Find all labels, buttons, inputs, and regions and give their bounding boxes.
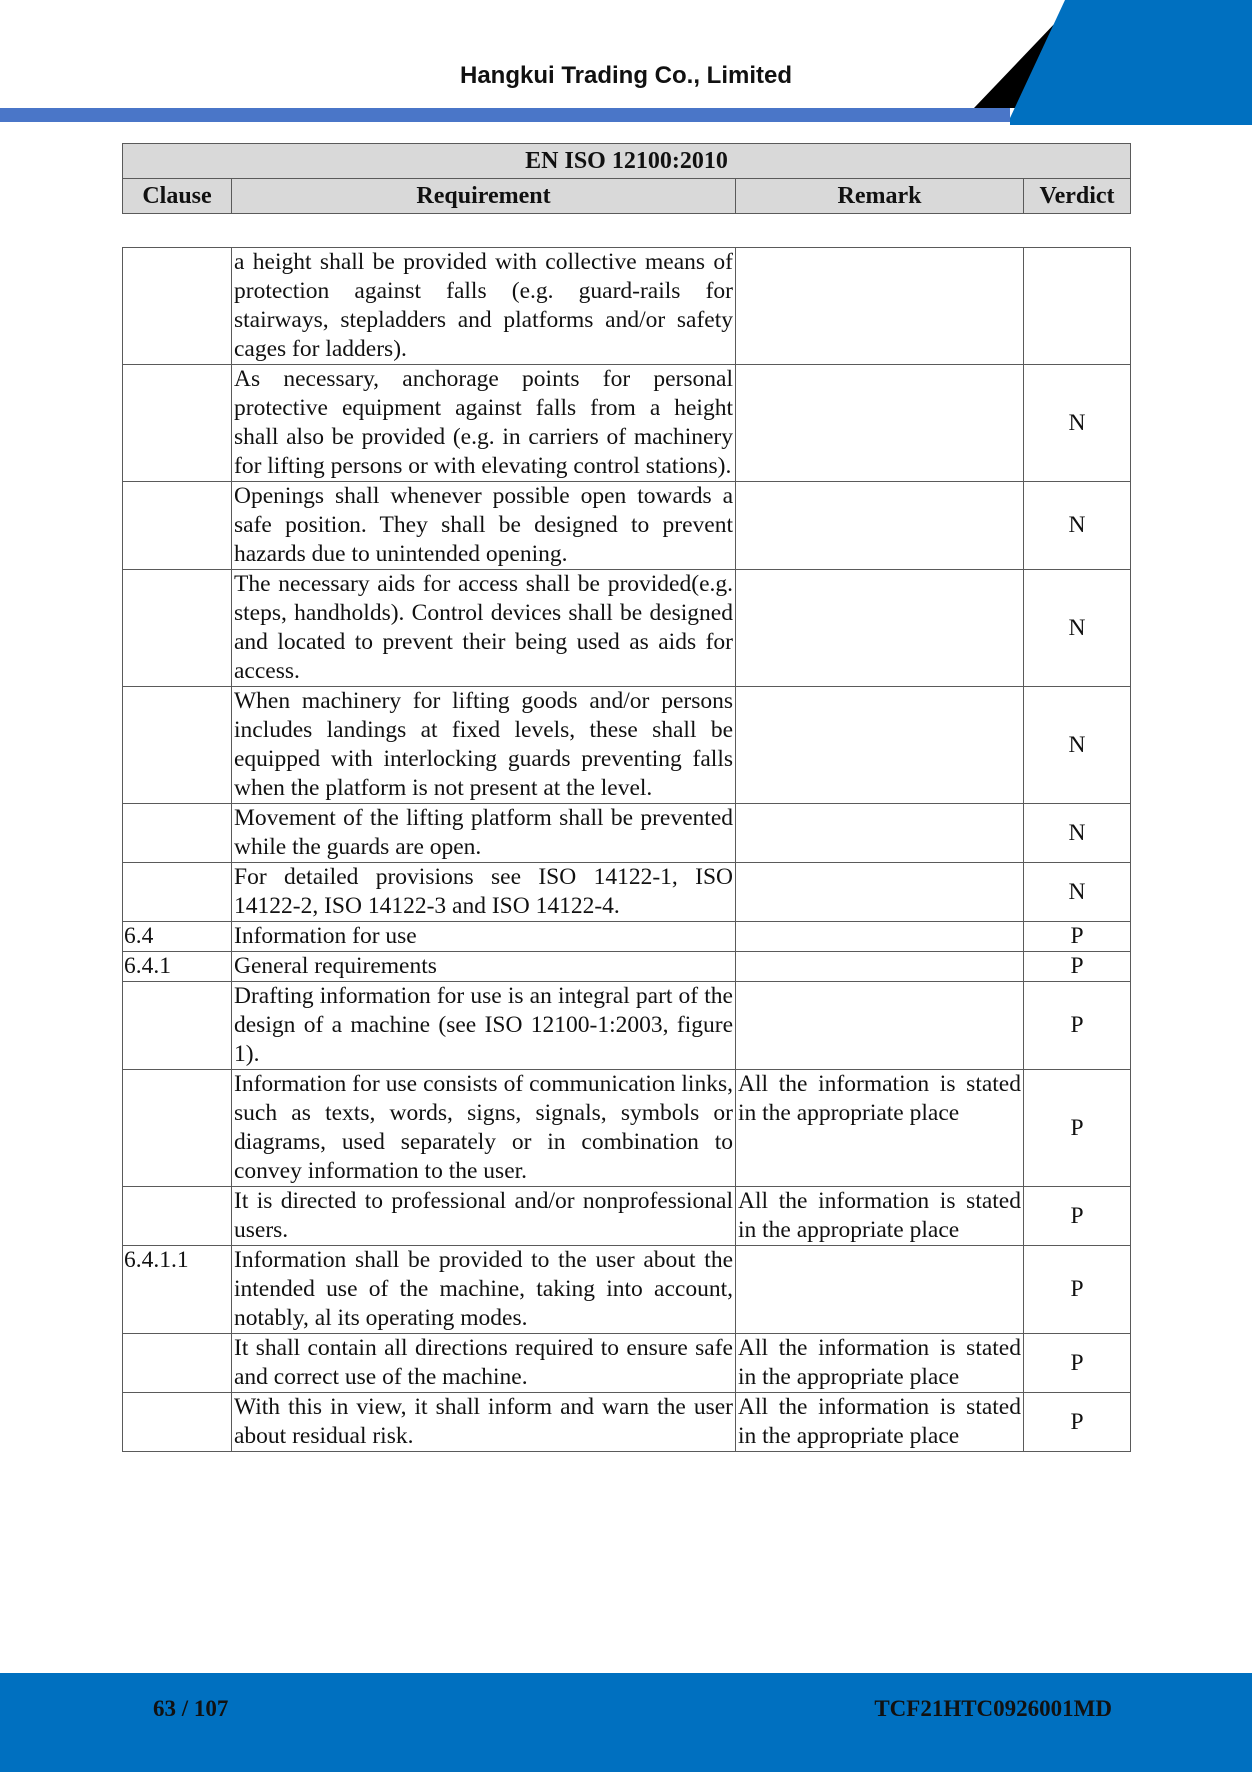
standard-title: EN ISO 12100:2010 bbox=[123, 144, 1131, 179]
requirement-cell: Information shall be provided to the user about the intended use of the machine, taking into account, notably, al its operating modes. bbox=[232, 1246, 736, 1334]
column-header-clause: Clause bbox=[123, 179, 232, 214]
remark-cell bbox=[736, 982, 1024, 1070]
table-row bbox=[123, 1393, 1131, 1452]
requirement-cell: Drafting information for use is an integral part of the design of a machine (see ISO 12100-1:2003, figure 1). bbox=[232, 982, 736, 1070]
requirement-cell: When machinery for lifting goods and/or persons includes landings at fixed levels, these shall be equipped with interlocking guards preventing falls when the platform is not present at the level. bbox=[232, 687, 736, 804]
company-name: Hangkui Trading Co., Limited bbox=[459, 62, 792, 89]
column-header-requirement: Requirement bbox=[232, 179, 736, 214]
requirements-table bbox=[122, 247, 1131, 1452]
clause-cell bbox=[123, 982, 232, 1070]
requirement-cell: As necessary, anchorage points for personal protective equipment against falls from a height shall also be provided (e.g. in carriers of machinery for lifting persons or with elevating control stations). bbox=[232, 365, 736, 482]
remark-cell bbox=[736, 365, 1024, 482]
requirement-cell: a height shall be provided with collective means of protection against falls (e.g. guard-rails for stairways, stepladders and platforms and/or safety cages for ladders). bbox=[232, 248, 736, 365]
footer-bar bbox=[0, 1673, 1252, 1772]
requirement-cell: With this in view, it shall inform and warn the user about residual risk. bbox=[232, 1393, 736, 1452]
table-row bbox=[123, 1246, 1131, 1334]
requirement-cell: It is directed to professional and/or nonprofessional users. bbox=[232, 1187, 736, 1246]
clause-cell bbox=[123, 1187, 232, 1246]
verdict-cell: N bbox=[1024, 570, 1131, 687]
clause-cell: 6.4.1 bbox=[123, 952, 232, 982]
remark-cell bbox=[736, 482, 1024, 570]
verdict-cell: N bbox=[1024, 863, 1131, 922]
clause-cell: 6.4.1.1 bbox=[123, 1246, 232, 1334]
clause-cell bbox=[123, 804, 232, 863]
requirement-cell: General requirements bbox=[232, 952, 736, 982]
remark-cell bbox=[736, 687, 1024, 804]
clause-cell bbox=[123, 365, 232, 482]
table-row bbox=[123, 863, 1131, 922]
remark-cell bbox=[736, 863, 1024, 922]
requirement-cell: Openings shall whenever possible open towards a safe position. They shall be designed to prevent hazards due to unintended opening. bbox=[232, 482, 736, 570]
clause-cell bbox=[123, 1393, 232, 1452]
verdict-cell: P bbox=[1024, 982, 1131, 1070]
remark-cell bbox=[736, 570, 1024, 687]
clause-cell bbox=[123, 482, 232, 570]
table-row bbox=[123, 1187, 1131, 1246]
remark-cell: All the information is stated in the appropriate place bbox=[736, 1187, 1024, 1246]
verdict-cell: N bbox=[1024, 482, 1131, 570]
verdict-cell: P bbox=[1024, 922, 1131, 952]
table-row bbox=[123, 804, 1131, 863]
table-row bbox=[123, 1070, 1131, 1187]
verdict-cell: P bbox=[1024, 1334, 1131, 1393]
remark-cell: All the information is stated in the appropriate place bbox=[736, 1070, 1024, 1187]
clause-cell bbox=[123, 248, 232, 365]
requirement-cell: It shall contain all directions required to ensure safe and correct use of the machine. bbox=[232, 1334, 736, 1393]
remark-cell: All the information is stated in the appropriate place bbox=[736, 1334, 1024, 1393]
table-row bbox=[123, 248, 1131, 365]
table-row bbox=[123, 982, 1131, 1070]
table-row bbox=[123, 482, 1131, 570]
table-row bbox=[123, 365, 1131, 482]
table-row bbox=[123, 922, 1131, 952]
table-row bbox=[123, 687, 1131, 804]
clause-cell bbox=[123, 1334, 232, 1393]
verdict-cell: P bbox=[1024, 1393, 1131, 1452]
column-header-remark: Remark bbox=[736, 179, 1024, 214]
verdict-cell: N bbox=[1024, 687, 1131, 804]
table-row bbox=[123, 952, 1131, 982]
header-corner-graphic bbox=[960, 0, 1252, 125]
requirement-cell: Information for use consists of communication links, such as texts, words, signs, signals, symbols or diagrams, used separately or in combination to convey information to the user. bbox=[232, 1070, 736, 1187]
remark-cell: All the information is stated in the appropriate place bbox=[736, 1393, 1024, 1452]
table-row bbox=[123, 570, 1131, 687]
remark-cell bbox=[736, 1246, 1024, 1334]
clause-cell bbox=[123, 1070, 232, 1187]
clause-cell bbox=[123, 687, 232, 804]
clause-cell bbox=[123, 570, 232, 687]
remark-cell bbox=[736, 922, 1024, 952]
clause-cell: 6.4 bbox=[123, 922, 232, 952]
verdict-cell: N bbox=[1024, 365, 1131, 482]
table-row bbox=[123, 1334, 1131, 1393]
remark-cell bbox=[736, 248, 1024, 365]
verdict-cell: P bbox=[1024, 1246, 1131, 1334]
requirement-cell: Information for use bbox=[232, 922, 736, 952]
column-header-verdict: Verdict bbox=[1024, 179, 1131, 214]
report-number: TCF21HTC0926001MD bbox=[874, 1696, 1112, 1721]
standard-header-table bbox=[122, 143, 1131, 214]
verdict-cell: P bbox=[1024, 952, 1131, 982]
verdict-cell: P bbox=[1024, 1187, 1131, 1246]
remark-cell bbox=[736, 804, 1024, 863]
requirement-cell: The necessary aids for access shall be provided(e.g. steps, handholds). Control devices shall be designed and located to prevent their being used as aids for access. bbox=[232, 570, 736, 687]
verdict-cell: P bbox=[1024, 1070, 1131, 1187]
verdict-cell: N bbox=[1024, 804, 1131, 863]
header-bar bbox=[0, 108, 1010, 122]
verdict-cell bbox=[1024, 248, 1131, 365]
remark-cell bbox=[736, 952, 1024, 982]
requirement-cell: Movement of the lifting platform shall be prevented while the guards are open. bbox=[232, 804, 736, 863]
requirement-cell: For detailed provisions see ISO 14122-1, ISO 14122-2, ISO 14122-3 and ISO 14122-4. bbox=[232, 863, 736, 922]
page-number: 63 / 107 bbox=[153, 1696, 229, 1721]
clause-cell bbox=[123, 863, 232, 922]
